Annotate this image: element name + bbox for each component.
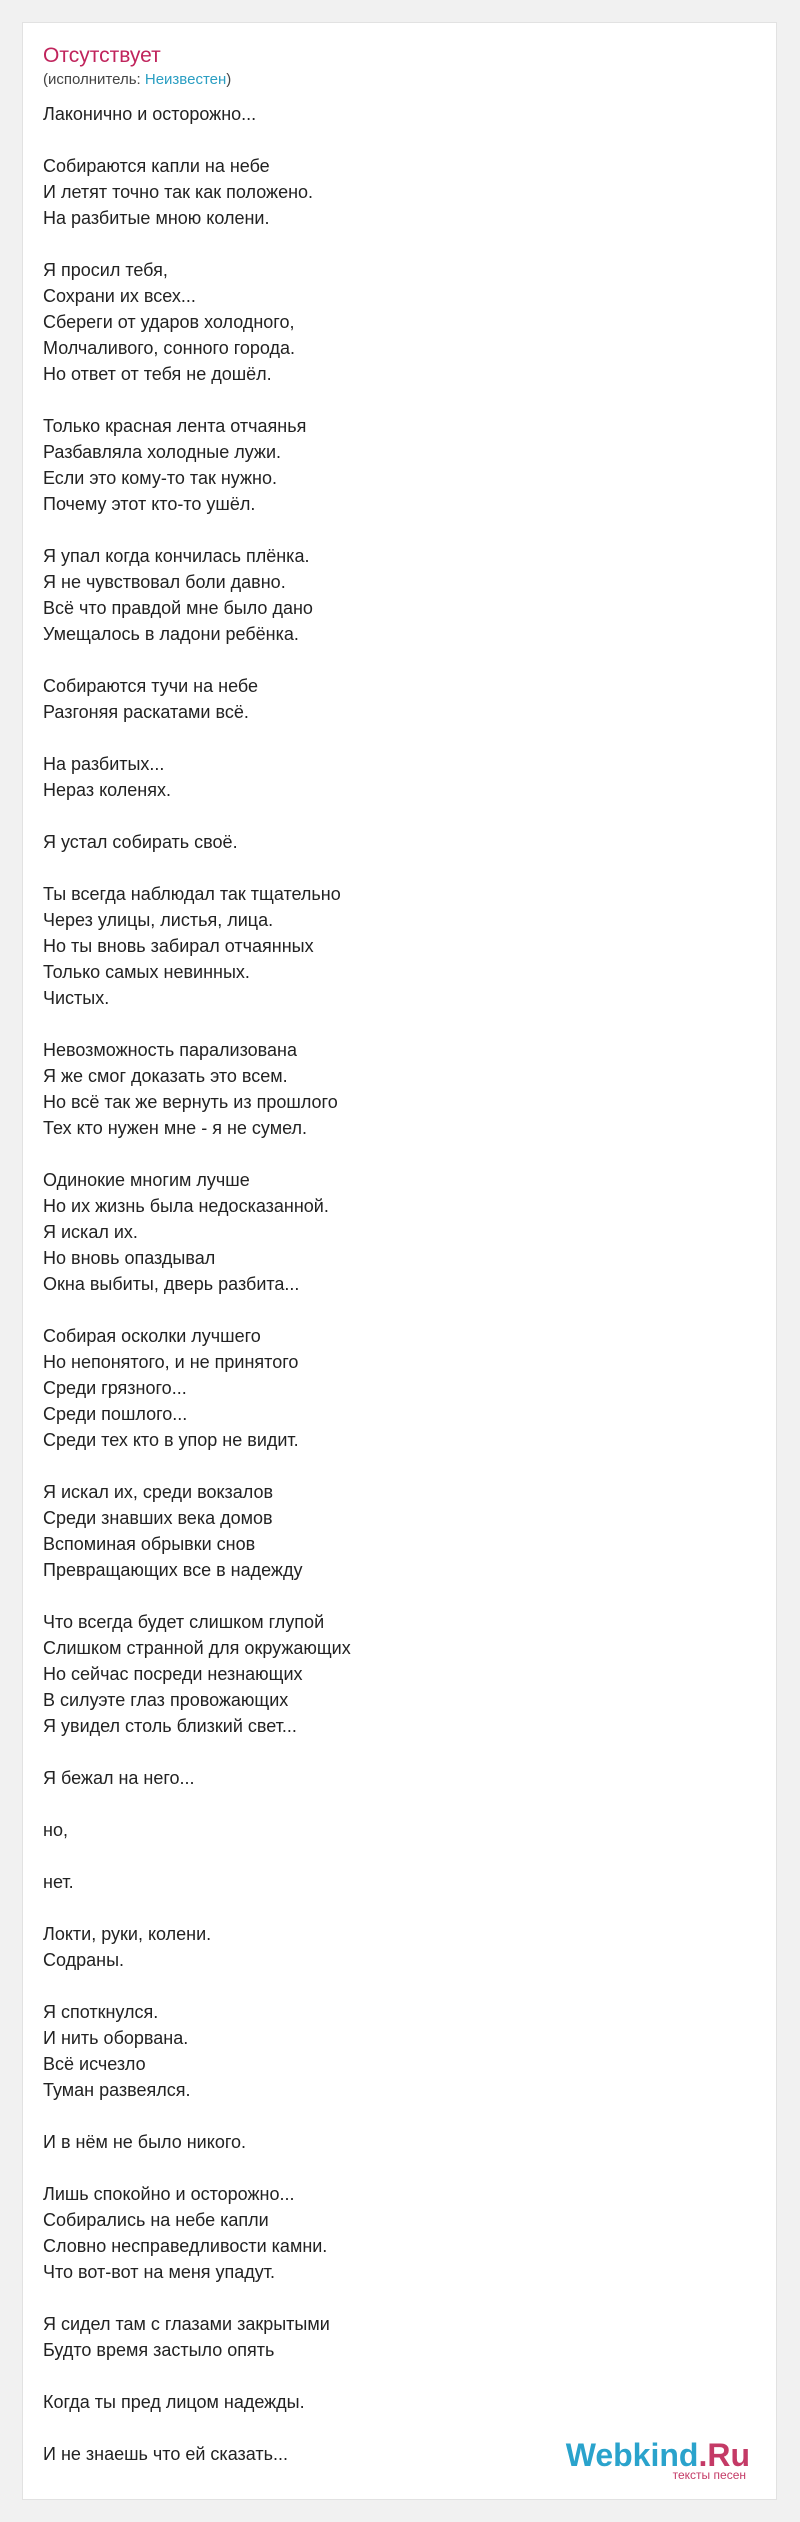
lyrics-line: Лишь спокойно и осторожно... [43,2184,295,2204]
logo-wordmark [566,2439,750,2471]
lyrics-line: нет. [43,1872,74,1892]
lyrics-stanza [43,1869,743,1895]
lyrics-line: Я просил тебя, [43,260,168,280]
lyrics-stanza [43,1323,743,1453]
lyrics-line: И не знаешь что ей сказать... [43,2444,288,2464]
lyrics-line: Но непонятого, и не принятого [43,1352,299,1372]
lyrics-line: Чистых. [43,988,110,1008]
lyrics-stanza [43,1037,743,1141]
lyrics-line: Локти, руки, колени. [43,1924,212,1944]
lyrics-stanza [43,1817,743,1843]
lyrics-stanza [43,1765,743,1791]
artist-line [43,71,231,89]
lyrics-line: Вспоминая обрывки снов [43,1534,256,1554]
lyrics-line: Через улицы, листья, лица. [43,910,274,930]
lyrics-line: Я упал когда кончилась плёнка. [43,546,310,566]
lyrics-stanza [43,1167,743,1297]
lyrics-line: И нить оборвана. [43,2028,189,2048]
lyrics-line: На разбитые мною колени. [43,208,270,228]
lyrics-line: Окна выбиты, дверь разбита... [43,1274,300,1294]
lyrics-line: Я увидел столь близкий свет... [43,1716,297,1736]
lyrics-line: Но ответ от тебя не дошёл. [43,364,272,384]
lyrics-line: Я споткнулся. [43,2002,159,2022]
lyrics-line: Я искал их, среди вокзалов [43,1482,274,1502]
lyrics-stanza [43,1921,743,1973]
lyrics-line: Что вот-вот на меня упадут. [43,2262,276,2282]
lyrics-line: Всё что правдой мне было дано [43,598,313,618]
lyrics-line: Собираются тучи на небе [43,676,258,696]
lyrics-stanza [43,673,743,725]
lyrics-stanza [43,829,743,855]
lyrics-line: Когда ты пред лицом надежды. [43,2392,305,2412]
lyrics-line: Среди грязного... [43,1378,187,1398]
lyrics-line: Туман развеялся. [43,2080,191,2100]
lyrics-line: Я искал их. [43,1222,138,1242]
lyrics-line: Но сейчас посреди незнающих [43,1664,303,1684]
lyrics-line: Что всегда будет слишком глупой [43,1612,325,1632]
lyrics-stanza [43,153,743,231]
webkind-logo[interactable] [566,2439,750,2481]
logo-tld: .Ru [698,2437,750,2473]
lyrics-line: Но ты вновь забирал отчаянных [43,936,314,956]
lyrics-line: Среди пошлого... [43,1404,188,1424]
lyrics-line: Лаконично и осторожно... [43,104,257,124]
lyrics-stanza [43,1999,743,2103]
lyrics-line: Но всё так же вернуть из прошлого [43,1092,338,1112]
lyrics-line: Тех кто нужен мне - я не сумел. [43,1118,307,1138]
artist-prefix: (исполнитель: [43,71,145,88]
lyrics-line: Но вновь опаздывал [43,1248,216,1268]
lyrics-line: Ты всегда наблюдал так тщательно [43,884,341,904]
lyrics-line: Слишком странной для окружающих [43,1638,351,1658]
lyrics-stanza [43,2181,743,2285]
lyrics-stanza [43,2311,743,2363]
artist-link[interactable]: Неизвестен [144,71,227,88]
lyrics-line: Словно несправедливости камни. [43,2236,328,2256]
lyrics-line: И летят точно так как положено. [43,182,314,202]
logo-tagline: тексты песен [672,2468,746,2482]
lyrics-line: Невозможность парализована [43,1040,297,1060]
logo-main-text: Webkind [565,2437,699,2473]
lyrics-stanza [43,413,743,517]
lyrics-line: Будто время застыло опять [43,2340,275,2360]
lyrics-line: Собирая осколки лучшего [43,1326,261,1346]
lyrics-line: Только красная лента отчаянья [43,416,307,436]
lyrics-line: Умещалось в ладони ребёнка. [43,624,299,644]
lyrics-line: Среди знавших века домов [43,1508,273,1528]
lyrics-line: Я же смог доказать это всем. [43,1066,288,1086]
lyrics-line: В силуэте глаз провожающих [43,1690,289,1710]
lyrics-line: Разгоняя раскатами всё. [43,702,249,722]
lyrics-line: Я устал собирать своё. [43,832,238,852]
lyrics-line: Сохрани их всех... [43,286,196,306]
lyrics-line: Превращающих все в надежду [43,1560,303,1580]
lyrics-stanza [43,1609,743,1739]
lyrics-line: Но их жизнь была недосказанной. [43,1196,329,1216]
lyrics-line: Сбереги от ударов холодного, [43,312,295,332]
lyrics-line: На разбитых... [43,754,165,774]
lyrics-line: Если это кому-то так нужно. [43,468,277,488]
lyrics-line: Собираются капли на небе [43,156,270,176]
lyrics-stanza [43,257,743,387]
lyrics-stanza [43,2389,743,2415]
lyrics-line: Я сидел там с глазами закрытыми [43,2314,330,2334]
lyrics-card [22,22,777,2500]
lyrics-stanza [43,1479,743,1583]
lyrics-line: Молчаливого, сонного города. [43,338,296,358]
lyrics-line: Одинокие многим лучше [43,1170,250,1190]
lyrics-line: Содраны. [43,1950,125,1970]
lyrics-line: И в нём не было никого. [43,2132,247,2152]
lyrics-stanza [43,2129,743,2155]
lyrics-line: Я не чувствовал боли давно. [43,572,286,592]
lyrics-line: Разбавляла холодные лужи. [43,442,282,462]
lyrics-line: но, [43,1820,68,1840]
lyrics-stanza [43,751,743,803]
lyrics-line: Нераз коленях. [43,780,171,800]
lyrics-body [43,101,743,2493]
lyrics-stanza [43,101,743,127]
lyrics-line: Только самых невинных. [43,962,250,982]
lyrics-stanza [43,543,743,647]
lyrics-line: Собирались на небе капли [43,2210,269,2230]
lyrics-line: Среди тех кто в упор не видит. [43,1430,299,1450]
lyrics-line: Я бежал на него... [43,1768,195,1788]
lyrics-line: Всё исчезло [43,2054,146,2074]
artist-suffix: ) [226,71,232,88]
lyrics-line: Почему этот кто-то ушёл. [43,494,256,514]
lyrics-stanza [43,881,743,1011]
song-title: Отсутствует [43,44,161,67]
